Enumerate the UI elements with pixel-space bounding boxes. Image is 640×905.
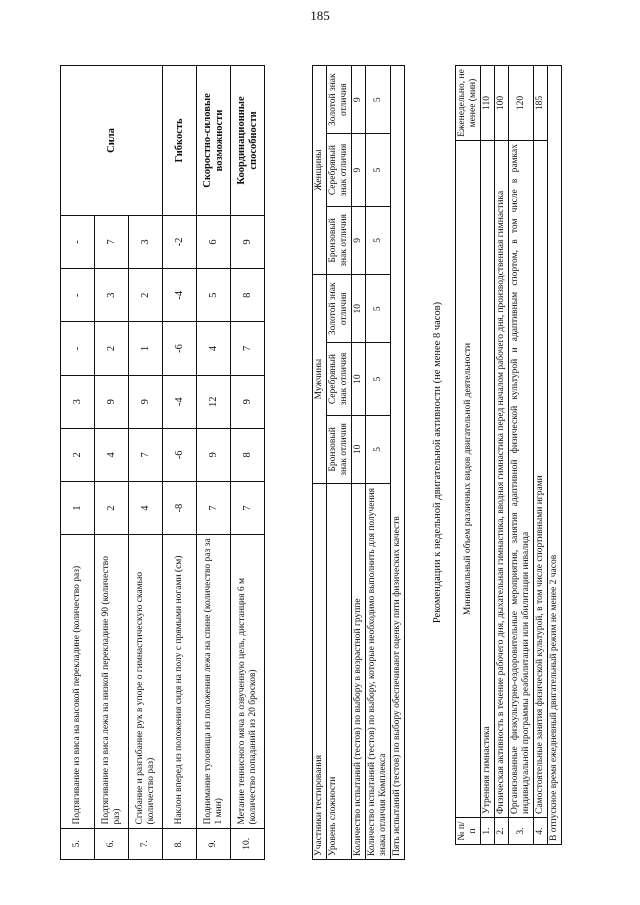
value-cell: 9 <box>352 134 366 206</box>
landscape-sheet <box>40 65 580 860</box>
row-number: 7. <box>129 828 163 859</box>
page-number: 185 <box>310 8 330 23</box>
row-number: 2. <box>495 818 509 845</box>
row-number: 1. <box>481 818 495 845</box>
table-row <box>456 66 481 845</box>
value-cell: 1 <box>129 322 163 375</box>
level-header: Бронзовый знак отличия <box>327 415 352 483</box>
table-row <box>548 66 562 845</box>
value-cell: 5 <box>366 66 391 134</box>
men-header: Мужчины <box>313 275 327 484</box>
value-cell: 3 <box>61 375 95 428</box>
value-cell: - <box>61 215 95 268</box>
level-header: Золотой знак отличия <box>327 275 352 343</box>
value-cell: - <box>61 269 95 322</box>
value-cell: -8 <box>163 482 197 535</box>
row-number: 9. <box>197 828 231 859</box>
activity-name: Физическая активность в течение рабочего дня, дыхательная гимнастика, вводная гимнастика перед началом рабочего дня, производственная гимнастика <box>495 141 509 818</box>
value-cell: 6 <box>197 215 231 268</box>
table-row <box>61 66 95 860</box>
table-row <box>163 66 197 860</box>
row-number: 6. <box>95 828 129 859</box>
vacation-note: В отпускное время ежедневный двигательный режим не менее 2 часов <box>548 66 562 845</box>
table-row <box>313 66 327 860</box>
value-cell: 3 <box>95 269 129 322</box>
value-cell: 4 <box>129 482 163 535</box>
difficulty-table <box>312 65 405 860</box>
value-cell: 5 <box>366 343 391 415</box>
value-cell: 5 <box>366 134 391 206</box>
value-cell: 2 <box>95 322 129 375</box>
exercise-name: Метание теннисного мяча в озвученную цель, дистанция 6 м (количество попаданий из 20 бросков) <box>231 535 265 828</box>
table-row <box>495 66 509 845</box>
value-cell: 9 <box>129 375 163 428</box>
value-cell: 4 <box>95 428 129 481</box>
value-cell: 5 <box>366 275 391 343</box>
quality-speed-strength: Скоростно-силовые возможности <box>197 66 231 216</box>
value-cell: 4 <box>197 322 231 375</box>
value-cell: 2 <box>61 428 95 481</box>
activity-name: Организованные физкультурно-оздоровительные мероприятия, занятия адаптивной физической культурой и адаптивным спортом, в том числе в рамках индивидуальной программы реабилитации или абилитации инвалида <box>509 141 534 818</box>
exercise-name: Подтягивание из виса лежа на низкой перекладине 90 (количество раз) <box>95 535 129 828</box>
value-cell: 7 <box>129 428 163 481</box>
value-cell: 9 <box>231 215 265 268</box>
value-cell: 12 <box>197 375 231 428</box>
row-number: 3. <box>509 818 534 845</box>
value-cell: 9 <box>197 428 231 481</box>
table-row <box>327 66 352 860</box>
value-cell: 7 <box>231 482 265 535</box>
row-number: 5. <box>61 828 95 859</box>
value-cell: -6 <box>163 322 197 375</box>
value-cell: 7 <box>231 322 265 375</box>
value-cell: - <box>61 322 95 375</box>
level-header: Серебряный знак отличия <box>327 134 352 206</box>
value-cell: 9 <box>352 206 366 274</box>
minutes-cell: 120 <box>509 66 534 141</box>
quality-coordination: Координационные способности <box>231 66 265 216</box>
activity-table <box>455 65 562 845</box>
level-header: Бронзовый знак отличия <box>327 206 352 274</box>
row-number: 4. <box>534 818 548 845</box>
value-cell: 7 <box>95 215 129 268</box>
quality-flexibility: Гибкость <box>163 66 197 216</box>
value-cell: 3 <box>129 215 163 268</box>
value-cell: 8 <box>231 269 265 322</box>
value-cell: 8 <box>231 428 265 481</box>
table-row <box>366 66 391 860</box>
recommendations-title: Рекомендации к недельной двигательной активности (не менее 8 часов) <box>432 301 443 624</box>
value-cell: 5 <box>366 415 391 483</box>
table-row <box>352 66 366 860</box>
row-label: Количество испытаний (тестов) по выбору, которые необходимо выполнить для получения знака отличия Комплекса <box>366 484 391 860</box>
value-cell: 10 <box>352 415 366 483</box>
table-row <box>231 66 265 860</box>
minutes-cell: 185 <box>534 66 548 141</box>
difficulty-label: Уровень сложности <box>327 484 352 860</box>
level-header: Золотой знак отличия <box>327 66 352 134</box>
row-number: 10. <box>231 828 265 859</box>
activity-header: Минимальный объем различных видов двигательной деятельности <box>456 141 481 818</box>
value-cell: 1 <box>61 482 95 535</box>
value-cell: 10 <box>352 343 366 415</box>
minutes-cell: 100 <box>495 66 509 141</box>
num-header: № п/п <box>456 818 481 845</box>
quality-strength: Сила <box>61 66 163 216</box>
value-cell: -4 <box>163 375 197 428</box>
level-header: Серебряный знак отличия <box>327 343 352 415</box>
value-cell: 10 <box>352 275 366 343</box>
table-row <box>509 66 534 845</box>
value-cell: 9 <box>231 375 265 428</box>
weekly-header: Еженедельно, не менее (мин) <box>456 66 481 141</box>
table-row <box>534 66 548 845</box>
value-cell: 2 <box>95 482 129 535</box>
value-cell: 5 <box>197 269 231 322</box>
exercise-name: Наклон вперед из положения сидя на полу с прямыми ногами (см) <box>163 535 197 828</box>
value-cell: 9 <box>352 66 366 134</box>
value-cell: 5 <box>366 206 391 274</box>
exercise-name: Сгибание и разгибание рук в упоре о гимнастическую скамью (количество раз) <box>129 535 163 828</box>
footnote: Пять испытаний (тестов) по выбору обеспечивают оценку пяти физических качеств <box>391 66 405 860</box>
activity-name: Самостоятельные занятия физической культурой, в том числе спортивными играми <box>534 141 548 818</box>
row-label: Количество испытаний (тестов) по выбору в возрастной группе <box>352 484 366 860</box>
value-cell: 7 <box>197 482 231 535</box>
row-number: 8. <box>163 828 197 859</box>
value-cell: 9 <box>95 375 129 428</box>
women-header: Женщины <box>313 66 327 275</box>
minutes-cell: 110 <box>481 66 495 141</box>
exercise-name: Поднимание туловища из положения лежа на спине (количество раз за 1 мин) <box>197 535 231 828</box>
table-row <box>197 66 231 860</box>
value-cell: -6 <box>163 428 197 481</box>
table-row <box>481 66 495 845</box>
table-row <box>391 66 405 860</box>
tests-table <box>60 65 265 860</box>
exercise-name: Подтягивание из виса на высокой перекладине (количество раз) <box>61 535 95 828</box>
value-cell: -2 <box>163 215 197 268</box>
value-cell: -4 <box>163 269 197 322</box>
participants-label: Участники тестирования <box>313 484 327 860</box>
value-cell: 2 <box>129 269 163 322</box>
activity-name: Утренняя гимнастика <box>481 141 495 818</box>
